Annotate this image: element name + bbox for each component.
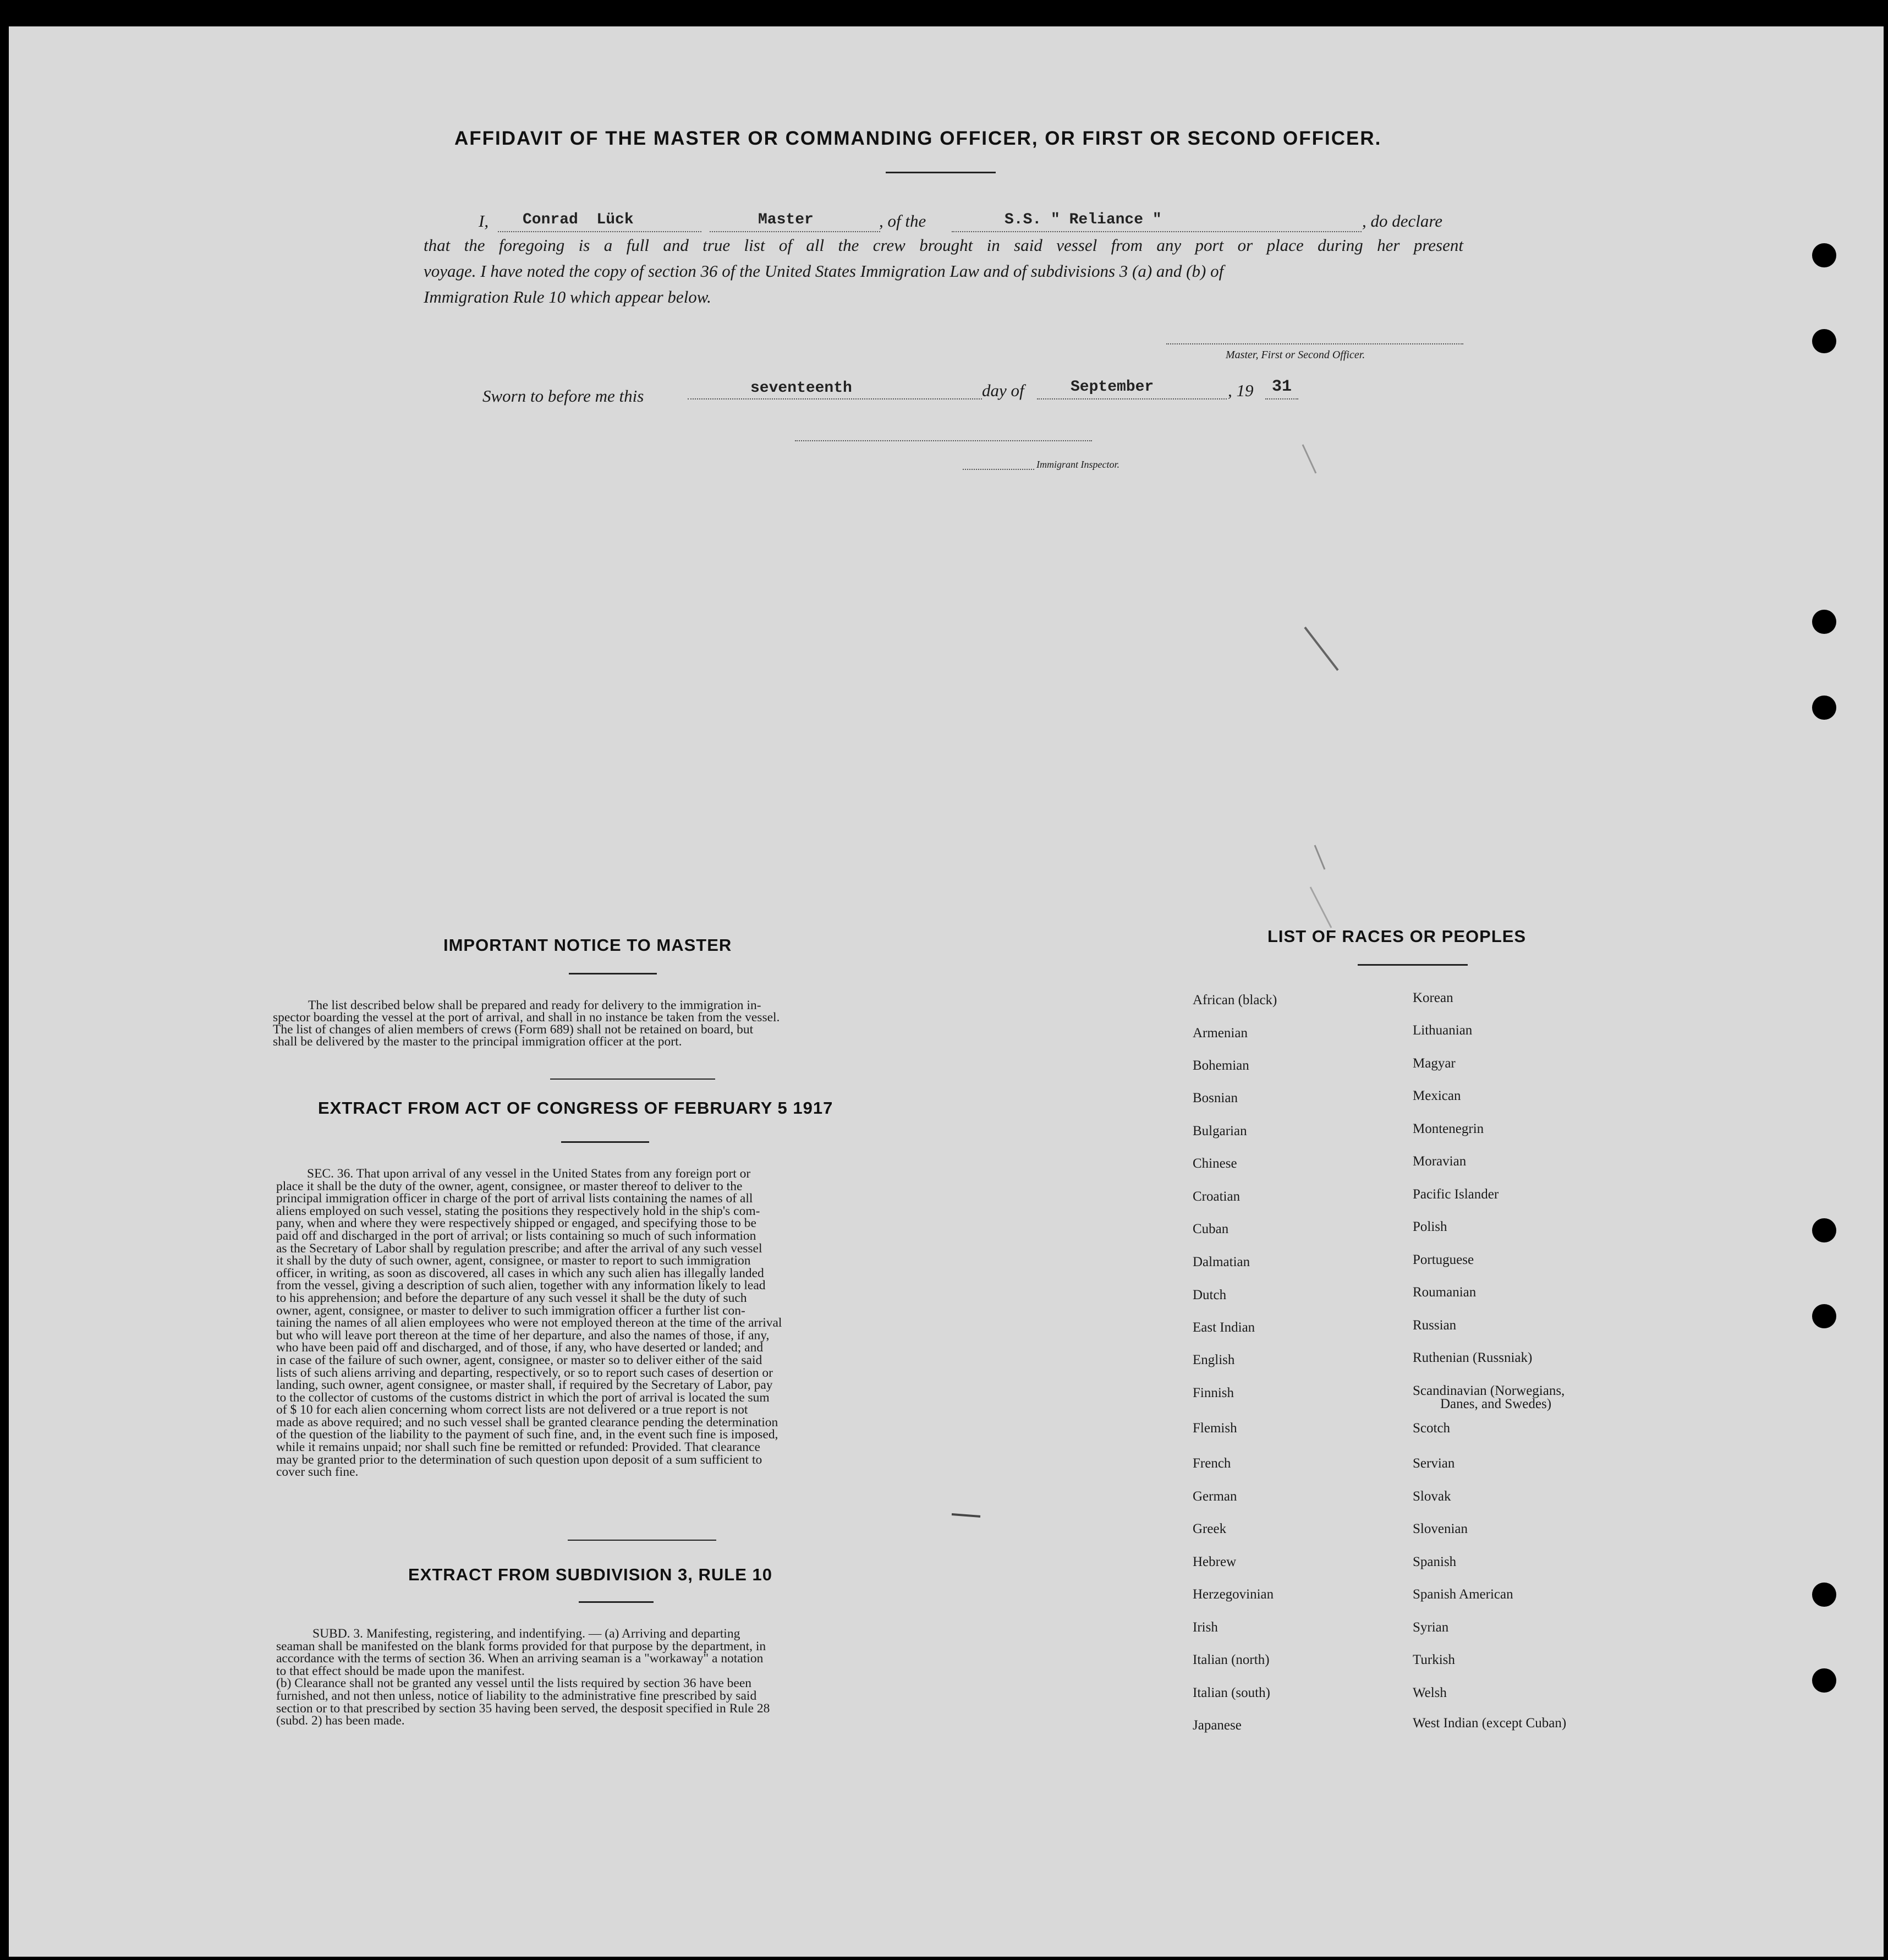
master-name: Conrad Lück (523, 211, 634, 228)
act-line: to the collector of customs of the customs district in which the port of arrival is located the sum (276, 1390, 770, 1405)
race-item: English (1193, 1353, 1235, 1367)
race-item: Spanish (1413, 1554, 1457, 1569)
race-item: Italian (north) (1193, 1652, 1270, 1667)
inspector-label: Immigrant Inspector. (1036, 459, 1119, 470)
sworn-label: Sworn to before me this (482, 386, 644, 406)
race-item: Armenian (1193, 1026, 1248, 1041)
day-of-label: day of (982, 381, 1024, 400)
race-item: Bulgarian (1193, 1124, 1247, 1138)
race-item: Mexican (1413, 1088, 1461, 1103)
rule-line: to that effect should be made upon the manifest. (276, 1663, 525, 1678)
race-item: Moravian (1413, 1154, 1467, 1169)
of-the-label: , of the (879, 211, 926, 231)
master-rank: Master (758, 211, 814, 228)
race-item: Finnish (1193, 1386, 1234, 1400)
race-item: Italian (south) (1193, 1685, 1270, 1700)
race-item: Russian (1413, 1318, 1457, 1333)
vessel-name: S.S. " Reliance " (1005, 211, 1162, 228)
act-line: pany, when and where they were respectively shipped or engaged, and specifying those to be (276, 1216, 756, 1231)
race-item: Croatian (1193, 1189, 1241, 1204)
act-line: of $ 10 for each alien concerning whom correct lists are not delivered or a true report is not (276, 1403, 748, 1417)
act-line: in case of the failure of such owner, agent, consignee, or master so to deliver either of the said (276, 1353, 762, 1367)
rule-line: (subd. 2) has been made. (276, 1713, 405, 1728)
act-line: from the vessel, giving a description of such alien, together with any information likely to lead (276, 1278, 766, 1293)
race-item: Irish (1193, 1620, 1218, 1635)
race-item: French (1193, 1456, 1231, 1471)
race-item: Servian (1413, 1456, 1455, 1471)
race-item: Slovak (1413, 1489, 1451, 1504)
race-item: Dalmatian (1193, 1255, 1250, 1269)
act-line: aliens employed on such vessel, stating the positions they respectively hold in the ship's com- (276, 1203, 760, 1218)
race-item: Flemish (1193, 1421, 1237, 1436)
year-prefix: , 19 (1228, 381, 1254, 400)
race-item: Cuban (1193, 1222, 1229, 1236)
act-line: principal immigration officer in charge of the port of arrival lists containing the names of all (276, 1191, 753, 1206)
race-item: Bohemian (1193, 1058, 1249, 1073)
act-line: taining the names of all alien employees who were not employed thereon at the time of the arrival (276, 1316, 782, 1331)
affidavit-line-4: Immigration Rule 10 which appear below. (424, 287, 711, 306)
race-item: Hebrew (1193, 1554, 1237, 1569)
notice-line: shall be delivered by the master to the principal immigration officer at the port. (273, 1034, 682, 1049)
race-item: Greek (1193, 1521, 1227, 1536)
race-item: Montenegrin (1413, 1121, 1484, 1136)
affidavit-line-3: voyage. I have noted the copy of section 36 of the United States Immigration Law and of subdivisions 3 (a) and (b) of (424, 261, 1224, 281)
races-title: LIST OF RACES OR PEOPLES (1267, 927, 1527, 946)
act-line: while it remains unpaid; nor shall such fine be remitted or refunded: Provided. That clearance (276, 1440, 760, 1455)
act-line: it shall by the duty of such owner, agent, consignee, or master to report to such immigration (276, 1253, 751, 1268)
race-item: Ruthenian (Russniak) (1413, 1350, 1533, 1365)
act-line: of the question of the liability to the payment of such fine, and, in the event such fine is imposed, (276, 1427, 778, 1442)
rule-line: accordance with the terms of section 36. When an arriving seaman is a "workaway" a notation (276, 1651, 764, 1666)
race-item: Welsh (1413, 1685, 1447, 1700)
act-line: as the Secretary of Labor shall by regulation prescribe; and after the arrival of any such vessel (276, 1241, 762, 1256)
race-item: Korean (1413, 990, 1453, 1005)
affidavit-line-2: that the foregoing is a full and true list of all the crew brought in said vessel from any port or place during her present (424, 236, 1463, 255)
act-line: lists of such aliens arriving and departing, respectively, or so to report such cases of desertion or (276, 1365, 773, 1380)
race-item: West Indian (except Cuban) (1413, 1716, 1567, 1731)
race-item: Slovenian (1413, 1521, 1468, 1536)
race-item: Magyar (1413, 1056, 1456, 1071)
act-line: to his apprehension; and before the departure of any such vessel it shall be the duty of such (276, 1290, 747, 1305)
act-line: may be granted prior to the determination of such question upon deposit of a sum sufficient to (276, 1452, 762, 1467)
notice-title: IMPORTANT NOTICE TO MASTER (443, 935, 732, 955)
rule-line: (b) Clearance shall not be granted any vessel until the lists required by section 36 have been (276, 1676, 752, 1691)
race-item: East Indian (1193, 1320, 1255, 1335)
race-item: German (1193, 1489, 1237, 1504)
rule-line: seaman shall be manifested on the blank forms provided for that purpose by the department, in (276, 1639, 766, 1654)
rule-line: furnished, and not then unless, notice of liability to the administrative fine prescribed by said (276, 1688, 757, 1703)
notice-line: The list of changes of alien members of crews (Form 689) shall not be retained on board, but (273, 1022, 754, 1037)
signature-label: Master, First or Second Officer. (1226, 349, 1365, 361)
race-item: Polish (1413, 1219, 1447, 1234)
race-item: Japanese (1193, 1718, 1242, 1733)
rule-line: section or to that prescribed by section 35 having been served, the desposit specified in Rule 28 (276, 1701, 770, 1716)
race-item: Turkish (1413, 1652, 1455, 1667)
race-item: Chinese (1193, 1156, 1237, 1171)
month-value: September (1071, 379, 1154, 396)
act-line: place it shall be the duty of the owner, agent, consignee, or master thereof to deliver to the (276, 1179, 743, 1193)
act-line: but who will leave port thereon at the time of her departure, and also the names of those, if any, (276, 1328, 770, 1343)
extract-act-title: EXTRACT FROM ACT OF CONGRESS OF FEBRUARY 5 1917 (318, 1098, 833, 1118)
race-item: Bosnian (1193, 1091, 1238, 1105)
year-value: 31 (1272, 377, 1292, 396)
do-declare-label: , do declare (1362, 211, 1443, 231)
act-line: paid off and discharged in the port of arrival; or lists containing so much of such information (276, 1228, 756, 1243)
race-item: Scotch (1413, 1421, 1451, 1436)
race-item: African (black) (1193, 993, 1277, 1008)
act-line: owner, agent, consignee, or master to deliver to such immigration officer a further list con- (276, 1303, 745, 1318)
race-item: Pacific Islander (1413, 1187, 1499, 1202)
race-item: Syrian (1413, 1620, 1449, 1635)
notice-line: The list described below shall be prepared and ready for delivery to the immigration in- (308, 998, 761, 1012)
act-line: made as above required; and no such vessel shall be granted clearance pending the determination (276, 1415, 778, 1430)
race-item: Dutch (1193, 1288, 1227, 1302)
notice-line: spector boarding the vessel at the port of arrival, and shall in no instance be taken from the vessel. (273, 1010, 780, 1025)
race-item: Danes, and Swedes) (1440, 1397, 1552, 1411)
act-line: officer, in writing, as soon as discovered, all cases in which any such alien has illegally landed (276, 1266, 764, 1280)
race-item: Herzegovinian (1193, 1587, 1274, 1602)
rule-line: SUBD. 3. Manifesting, registering, and indentifying. — (a) Arriving and departing (312, 1627, 740, 1641)
race-item: Spanish American (1413, 1587, 1513, 1602)
day-value: seventeenth (750, 380, 852, 397)
race-item: Portuguese (1413, 1252, 1474, 1267)
act-line: who have been paid off and discharged, and of those, if any, who have deserted or landed; and (276, 1340, 764, 1355)
race-item: Roumanian (1413, 1285, 1477, 1300)
act-line: landing, such owner, agent consignee, or master shall, if required by the Secretary of Labor, pay (276, 1378, 773, 1393)
race-item: Lithuanian (1413, 1023, 1473, 1038)
act-line: cover such fine. (276, 1465, 359, 1480)
affidavit-i-label: I, (479, 211, 489, 231)
race-item: Scandinavian (Norwegians, (1413, 1383, 1565, 1398)
affidavit-title: AFFIDAVIT OF THE MASTER OR COMMANDING OFFICER, OR FIRST OR SECOND OFFICER. (454, 128, 1382, 149)
act-line: SEC. 36. That upon arrival of any vessel in the United States from any foreign port or (307, 1167, 751, 1181)
extract-rule-title: EXTRACT FROM SUBDIVISION 3, RULE 10 (408, 1565, 772, 1584)
